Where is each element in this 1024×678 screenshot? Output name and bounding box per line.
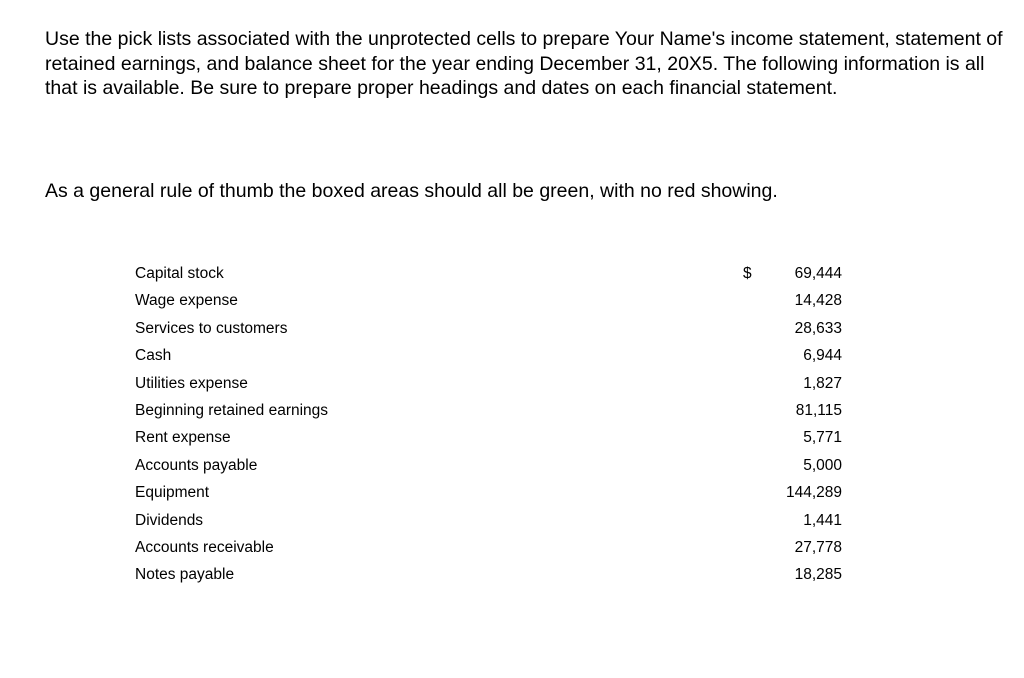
table-row [135, 424, 855, 451]
account-label: Dividends [135, 511, 204, 529]
account-amount: 6,944 [803, 347, 842, 365]
table-row [135, 452, 855, 479]
account-amount: 81,115 [795, 401, 842, 419]
table-row [135, 370, 855, 397]
account-amount: 1,441 [803, 511, 842, 529]
account-label: Accounts payable [135, 456, 258, 474]
account-amount: 18,285 [794, 566, 842, 584]
table-row [135, 479, 855, 506]
account-label: Utilities expense [135, 374, 248, 392]
table-row [135, 507, 855, 534]
account-amount: 5,771 [803, 429, 842, 447]
account-label: Beginning retained earnings [135, 401, 329, 419]
account-label: Services to customers [135, 319, 288, 337]
instructions-paragraph: Use the pick lists associated with the unprotected cells to prepare Your Name's income statement, statement of retained earnings, and balance sheet for the year ending December 31, 20X5. The following information is all that is available. Be sure to prepare proper headings and dates on each financial statement. [45, 28, 1003, 100]
table-row [135, 315, 855, 342]
table-row [135, 534, 855, 561]
account-amount: 28,633 [794, 319, 842, 337]
account-label: Equipment [135, 484, 210, 502]
account-balances-table [135, 260, 855, 589]
account-amount: 69,444 [794, 265, 842, 282]
account-label: Wage expense [135, 292, 238, 310]
account-label: Capital stock [135, 265, 224, 282]
table-row [135, 287, 855, 314]
account-amount: 14,428 [794, 292, 842, 310]
account-label: Accounts receivable [135, 538, 274, 556]
account-label: Cash [135, 347, 172, 365]
account-amount: 27,778 [794, 538, 842, 556]
account-amount: 144,289 [785, 484, 842, 502]
instructions-block [45, 27, 1005, 101]
table-row [135, 260, 855, 287]
table-row [135, 342, 855, 369]
account-amount: 1,827 [803, 374, 842, 392]
table-row [135, 561, 855, 588]
account-amount: 5,000 [803, 456, 842, 474]
rule-of-thumb-text: As a general rule of thumb the boxed areas should all be green, with no red showing. [45, 180, 778, 202]
account-label: Rent expense [135, 429, 231, 447]
account-label: Notes payable [135, 566, 235, 584]
table-row [135, 397, 855, 424]
currency-symbol: $ [743, 265, 752, 282]
